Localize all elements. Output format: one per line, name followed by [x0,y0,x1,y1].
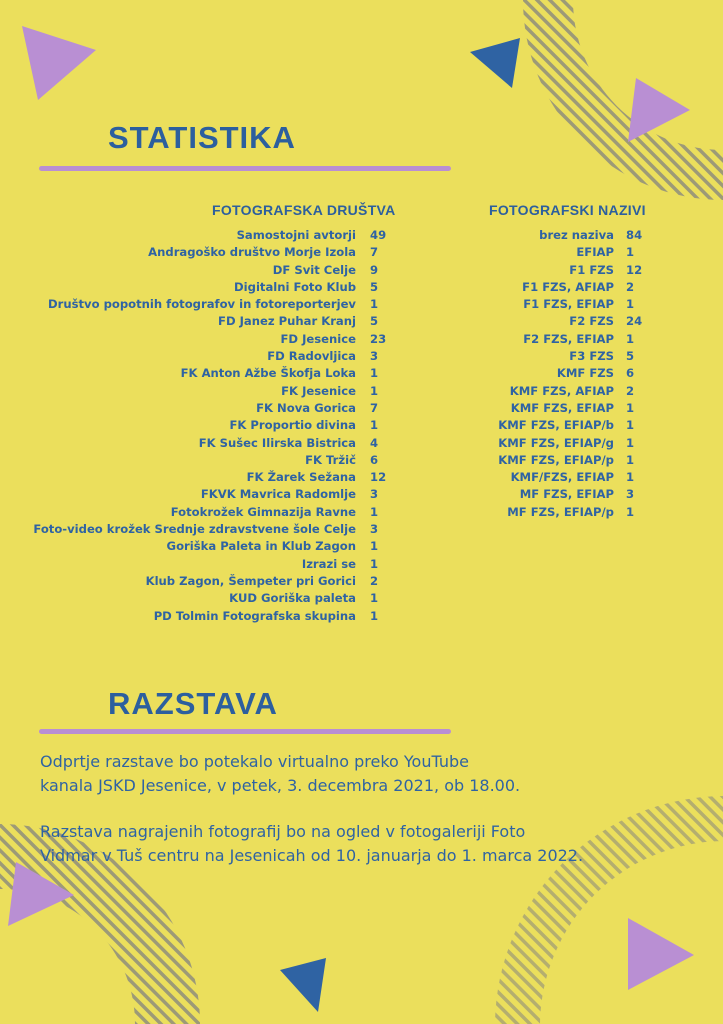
table-row [33,435,398,452]
row-count: 1 [626,504,635,519]
row-count: 2 [626,279,635,294]
table-row [33,244,398,261]
table-row [33,383,398,400]
row-name: KMF FZS, EFIAP/g [498,435,614,450]
row-count: 84 [626,228,643,242]
row-name: FK Jesenice [281,383,356,398]
table-row [33,227,398,244]
table-row [498,486,654,503]
table-row [33,365,398,382]
row-count: 4 [370,435,379,450]
table-row [498,313,654,330]
triangle-blue-bottom [280,958,326,1012]
table-row [498,296,654,313]
row-name: FK Proportio divina [229,418,356,433]
row-name: Izrazi se [301,556,356,571]
row-count: 1 [370,383,379,398]
row-count: 1 [626,400,635,415]
table-row [33,504,398,521]
row-count: 9 [370,262,379,277]
table-row [33,313,398,330]
row-count: 1 [370,504,379,519]
row-name: FK Anton Ažbe Škofja Loka [180,366,356,381]
paragraph2-line1: Razstava nagrajenih fotografij bo na ogled v fotogaleriji Foto [40,822,526,841]
table-row [498,435,654,452]
row-name: KMF FZS, EFIAP/p [498,452,614,467]
table-row [498,279,654,296]
row-count: 23 [370,331,387,346]
row-name: DF Svit Celje [272,262,356,277]
row-name: F2 FZS [569,314,614,329]
table-row [498,383,654,400]
table-row [498,504,654,521]
row-count: 1 [370,556,379,571]
row-count: 1 [626,452,635,467]
triangle-blue-top [470,38,520,88]
societies-column-title: FOTOGRAFSKA DRUŠTVA [212,202,396,218]
row-count: 3 [370,522,379,537]
razstava-divider [39,729,451,734]
table-row [33,262,398,279]
paragraph1-line1: Odprtje razstave bo potekalo virtualno preko YouTube [40,752,469,771]
row-count: 1 [370,608,379,623]
row-count: 6 [626,366,635,381]
row-count: 2 [370,573,379,588]
row-count: 7 [370,400,379,415]
razstava-heading: RAZSTAVA [108,686,278,721]
row-count: 1 [626,331,635,346]
row-name: F3 FZS [569,349,614,364]
table-row [33,573,398,590]
table-row [498,365,654,382]
row-count: 12 [370,470,387,485]
row-name: FKVK Mavrica Radomlje [200,487,356,502]
table-row [33,608,398,625]
row-name: FK Žarek Sežana [246,470,356,485]
titles-table [498,227,654,521]
row-name: Klub Zagon, Šempeter pri Gorici [145,573,356,588]
table-row [498,417,654,434]
row-count: 1 [626,470,635,485]
row-name: KMF FZS [556,366,614,381]
row-name: MF FZS, EFIAP [519,487,614,502]
triangle-purple-top-left [22,26,96,100]
table-row [498,400,654,417]
row-count: 3 [370,349,379,364]
row-name: F2 FZS, EFIAP [523,331,614,346]
row-count: 1 [370,591,379,606]
row-count: 3 [626,487,635,502]
row-name: Društvo popotnih fotografov in fotoreporterjev [47,297,356,312]
row-name: EFIAP [576,245,614,260]
row-count: 3 [370,487,379,502]
row-name: MF FZS, EFIAP/p [507,504,614,519]
table-row [498,331,654,348]
exhibition-location-paragraph [40,820,680,868]
paragraph1-line2: kanala JSKD Jesenice, v petek, 3. decembra 2021, ob 18.00. [40,776,521,795]
row-count: 1 [370,366,379,381]
row-name: FK Sušec Ilirska Bistrica [198,435,356,450]
row-name: Andragoško društvo Morje Izola [148,245,356,260]
row-name: KMF/FZS, EFIAP [510,470,614,485]
row-count: 1 [626,245,635,260]
row-count: 49 [370,228,387,242]
table-row [33,279,398,296]
row-count: 12 [626,262,643,277]
table-row [33,556,398,573]
row-name: F1 FZS [569,262,614,277]
row-count: 5 [626,349,635,364]
table-row [33,348,398,365]
row-count: 1 [370,418,379,433]
row-name: F1 FZS, AFIAP [522,279,614,294]
row-name: Fotokrožek Gimnazija Ravne [170,504,356,519]
row-name: Foto-video krožek Srednje zdravstvene šole Celje [33,522,356,537]
societies-table [33,227,398,625]
row-name: KMF FZS, AFIAP [509,383,614,398]
row-count: 5 [370,279,379,294]
row-count: 1 [626,418,635,433]
table-row [33,417,398,434]
exhibition-opening-paragraph [40,750,680,798]
row-count: 24 [626,314,643,329]
paragraph2-line2: Vidmar v Tuš centru na Jesenicah od 10. januarja do 1. marca 2022. [40,846,584,865]
row-name: Goriška Paleta in Klub Zagon [166,539,356,554]
table-row [33,296,398,313]
row-name: KMF FZS, EFIAP/b [498,418,614,433]
table-row [498,469,654,486]
row-count: 6 [370,452,379,467]
row-count: 2 [626,383,635,398]
table-row [33,538,398,555]
row-name: FK Nova Gorica [256,400,356,415]
row-name: FD Janez Puhar Kranj [218,314,356,329]
statistika-heading: STATISTIKA [108,120,296,155]
row-name: FD Jesenice [280,331,356,346]
row-count: 5 [370,314,379,329]
table-row [33,590,398,607]
row-name: brez naziva [539,228,614,242]
table-row [498,244,654,261]
statistika-divider [39,166,451,171]
table-row [33,331,398,348]
row-name: PD Tolmin Fotografska skupina [153,608,356,623]
titles-column-title: FOTOGRAFSKI NAZIVI [489,202,646,218]
row-count: 1 [370,539,379,554]
table-row [33,521,398,538]
row-name: FK Tržič [305,452,356,467]
table-row [33,400,398,417]
table-row [33,469,398,486]
row-count: 7 [370,245,379,260]
row-count: 1 [626,435,635,450]
row-name: Digitalni Foto Klub [234,279,356,294]
row-count: 1 [626,297,635,312]
table-row [498,227,654,244]
table-row [33,452,398,469]
row-name: FD Radovljica [267,349,356,364]
table-row [498,452,654,469]
row-count: 1 [370,297,379,312]
row-name: KUD Goriška paleta [229,591,356,606]
table-row [498,262,654,279]
row-name: KMF FZS, EFIAP [510,400,614,415]
row-name: Samostojni avtorji [236,228,356,242]
row-name: F1 FZS, EFIAP [523,297,614,312]
table-row [33,486,398,503]
table-row [498,348,654,365]
